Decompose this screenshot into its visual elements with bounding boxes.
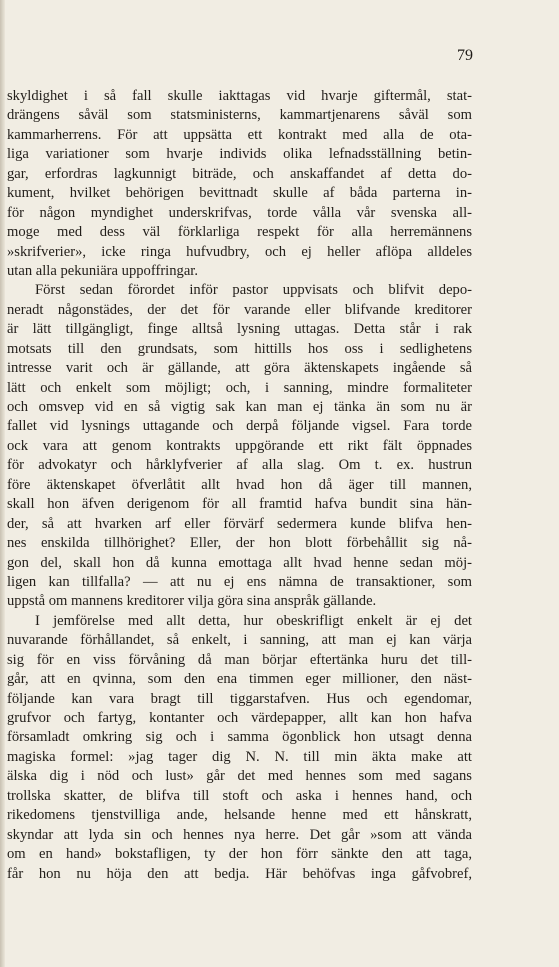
text-line: intresse varit och är gällande, att göra äktenskapets ingående så — [7, 360, 472, 377]
text-line: före äktenskapet öfverlåtit allt hvad hon då äger till mannen, — [7, 476, 472, 493]
text-line: lätt och enkelt som möjligt; och, i sanning, mindre formaliteter — [7, 379, 472, 396]
text-line: församladt omkring sig och i samma ögonblick hon utsagt denna — [7, 729, 472, 746]
text-line: drängens såväl som statsministerns, kammartjenarens såväl som — [7, 107, 472, 124]
text-line: trollska skatter, de blifva till stoft och aska i hennes hand, och — [7, 787, 472, 804]
text-line: liga variationer som hvarje individs olika lefnadsställning betin- — [7, 146, 472, 163]
text-line: nuvarande förhållandet, så enkelt, i sanning, att man ej kan värja — [7, 632, 472, 649]
page-number: 79 — [457, 47, 473, 64]
text-line: får hon nu höja den att bedja. Här behöfvas inga gåfvobref, — [7, 865, 472, 882]
text-line: »skrifverier», icke ringa hufvudbry, och ej heller aflöpa alldeles — [7, 243, 472, 260]
text-line: neradt någonstädes, der det för varande eller blifvande kreditorer — [7, 301, 472, 318]
text-line: moge med dess väl förklarliga respekt för alla herremännens — [7, 224, 472, 241]
text-line: magiska formel: »jag tager dig N. N. till min äkta make att — [7, 748, 472, 765]
text-line: ligen kan tillfalla? — att nu ej ens nämna de transaktioner, som — [7, 573, 472, 590]
text-line: sig för en viss förvåning då man börjar eftertänka huru det till- — [7, 651, 472, 668]
text-line: går, att en qvinna, som den ena timmen eger millioner, den näst- — [7, 671, 472, 688]
text-line: motsats till den grundsats, som hittills hos oss i sedlighetens — [7, 340, 472, 357]
text-line: skyldighet i så fall skulle iakttagas vid hvarje giftermål, stat- — [7, 88, 472, 104]
text-line: grufvor och fartyg, kontanter och värdepapper, allt kan hon hafva — [7, 710, 472, 726]
text-line: uppstå om mannens kreditorer vilja göra sina anspråk gällande. — [7, 593, 377, 610]
text-line: fallet vid lysnings uttagande och derpå följande vigsel. Fara torde — [7, 418, 472, 435]
page-gutter-edge — [0, 0, 5, 967]
text-line: skall hon äfven derigenom för all framtid hafva bundit sina hän- — [7, 496, 472, 513]
text-line: skyndar att lyda sin och hennes nya herre. Det går »som att vända — [7, 826, 472, 843]
text-line: följande kan vara bragt till tiggarstafven. Hus och egendomar, — [7, 690, 472, 707]
text-line: utan alla pekuniära uppoffringar. — [7, 262, 199, 279]
text-line: gon del, skall hon då kunna emottaga allt hvad henne sedan möj- — [7, 554, 472, 571]
text-line: kammarherrens. För att uppsätta ett kontrakt med alla de ota- — [7, 126, 472, 143]
body-text — [7, 87, 472, 884]
text-line: nes enskilda tillhörighet? Eller, der hon blott förbehållit sig nå- — [7, 535, 472, 552]
text-line: älska dig i nöd och lust» går det med hennes som med sagans — [7, 768, 472, 785]
text-line: der, så att hvarken arf eller förvärf sedermera kunde blifva hen- — [7, 515, 472, 532]
text-line: I jemförelse med allt detta, hur obeskrifligt enkelt är ej det — [35, 612, 472, 629]
text-line: för någon myndighet underskrifvas, torde vålla vår svenska all- — [7, 204, 472, 221]
text-line: gar, erfordras lagkunnigt biträde, och anskaffandet af detta do- — [7, 165, 472, 182]
text-line: kument, hvilket behörigen bevittnadt skulle af båda parterna in- — [7, 185, 472, 202]
text-line: är lätt tillgängligt, finge alltså lysning uttagas. Detta står i rak — [7, 321, 472, 338]
text-line: och omsvep vid en så vigtig sak kan man ej tänka än som nu är — [7, 399, 472, 415]
text-line: för advokatyr och hårklyfverier af alla slag. Om t. ex. hustrun — [7, 457, 472, 474]
text-line: rikedomens tjenstvilliga ande, helsande henne med ett hånskratt, — [7, 807, 472, 824]
text-line: Först sedan förordet inför pastor uppvisats och blifvit depo- — [35, 282, 472, 299]
text-line: om en hand» bokstafligen, ty der hon förr sänkte den att taga, — [7, 846, 472, 863]
text-line: ock vara att genom kontrakts uppgörande ett rikt fält öppnades — [7, 437, 472, 454]
